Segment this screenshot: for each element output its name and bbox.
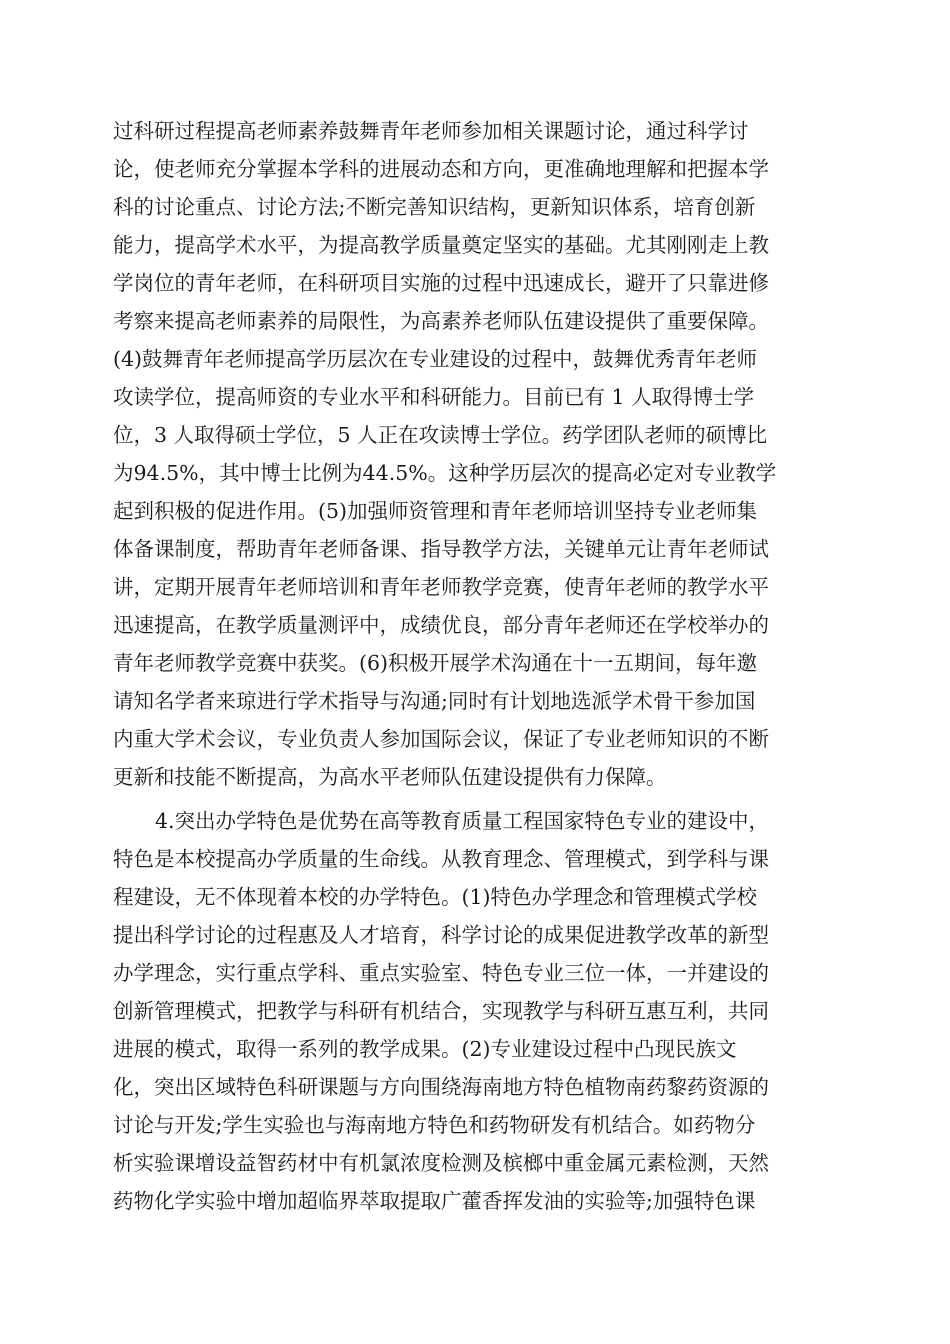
text-line: 学岗位的青年老师，在科研项目实施的过程中迅速成长，避开了只靠进修 [113, 271, 769, 295]
text-line: 4.突出办学特色是优势在高等教育质量工程国家特色专业的建设中， [155, 809, 770, 833]
text-line: 起到积极的促进作用。(5)加强师资管理和青年老师培训坚持专业老师集 [113, 499, 758, 523]
text-line: 更新和技能不断提高，为高水平老师队伍建设提供有力保障。 [113, 765, 667, 789]
text-line: 进展的模式，取得一系列的教学成果。(2)专业建设过程中凸现民族文 [113, 1037, 737, 1061]
text-line: 提出科学讨论的过程惠及人才培育，科学讨论的成果促进教学改革的新型 [113, 923, 769, 947]
text-line: 办学理念，实行重点学科、重点实验室、特色专业三位一体，一并建设的 [113, 961, 769, 985]
text-line: 过科研过程提高老师素养鼓舞青年老师参加相关课题讨论，通过科学讨 [113, 119, 749, 143]
text-line: 讲，定期开展青年老师培训和青年老师教学竞赛，使青年老师的教学水平 [113, 575, 769, 599]
text-line: 论，使老师充分掌握本学科的进展动态和方向，更准确地理解和把握本学 [113, 157, 769, 181]
text-line: 考察来提高老师素养的局限性，为高素养老师队伍建设提供了重要保障。 [113, 309, 769, 333]
text-line: 化，突出区域特色科研课题与方向围绕海南地方特色植物南药黎药资源的 [113, 1075, 769, 1099]
text-line: 请知名学者来琼进行学术指导与沟通;同时有计划地选派学术骨干参加国 [113, 689, 756, 713]
text-line: 讨论与开发;学生实验也与海南地方特色和药物研发有机结合。如药物分 [113, 1113, 756, 1137]
text-line: 青年老师教学竞赛中获奖。(6)积极开展学术沟通在十一五期间，每年邀 [113, 651, 758, 675]
text-line: 析实验课增设益智药材中有机氯浓度检测及槟榔中重金属元素检测，天然 [113, 1151, 769, 1175]
text-line: 体备课制度，帮助青年老师备课、指导教学方法，关键单元让青年老师试 [113, 537, 769, 561]
text-line: 迅速提高，在教学质量测评中，成绩优良，部分青年老师还在学校举办的 [113, 613, 769, 637]
text-line: 科的讨论重点、讨论方法;不断完善知识结构，更新知识体系，培育创新 [113, 195, 756, 219]
text-line: 内重大学术会议，专业负责人参加国际会议，保证了专业老师知识的不断 [113, 727, 769, 751]
text-line: (4)鼓舞青年老师提高学历层次在专业建设的过程中，鼓舞优秀青年老师 [113, 347, 758, 371]
text-line: 攻读学位，提高师资的专业水平和科研能力。目前已有 1 人取得博士学 [113, 385, 755, 409]
text-line: 药物化学实验中增加超临界萃取提取广藿香挥发油的实验等;加强特色课 [113, 1189, 756, 1213]
text-line: 特色是本校提高办学质量的生命线。从教育理念、管理模式，到学科与课 [113, 847, 769, 871]
text-line: 能力，提高学术水平，为提高教学质量奠定坚实的基础。尤其刚刚走上教 [113, 233, 769, 257]
text-line: 位，3 人取得硕士学位，5 人正在攻读博士学位。药学团队老师的硕博比 [113, 423, 768, 447]
text-line: 为94.5%，其中博士比例为44.5%。这种学历层次的提高必定对专业教学 [113, 461, 777, 485]
text-line: 创新管理模式，把教学与科研有机结合，实现教学与科研互惠互利，共同 [113, 999, 769, 1023]
text-line: 程建设，无不体现着本校的办学特色。(1)特色办学理念和管理模式学校 [113, 885, 758, 909]
